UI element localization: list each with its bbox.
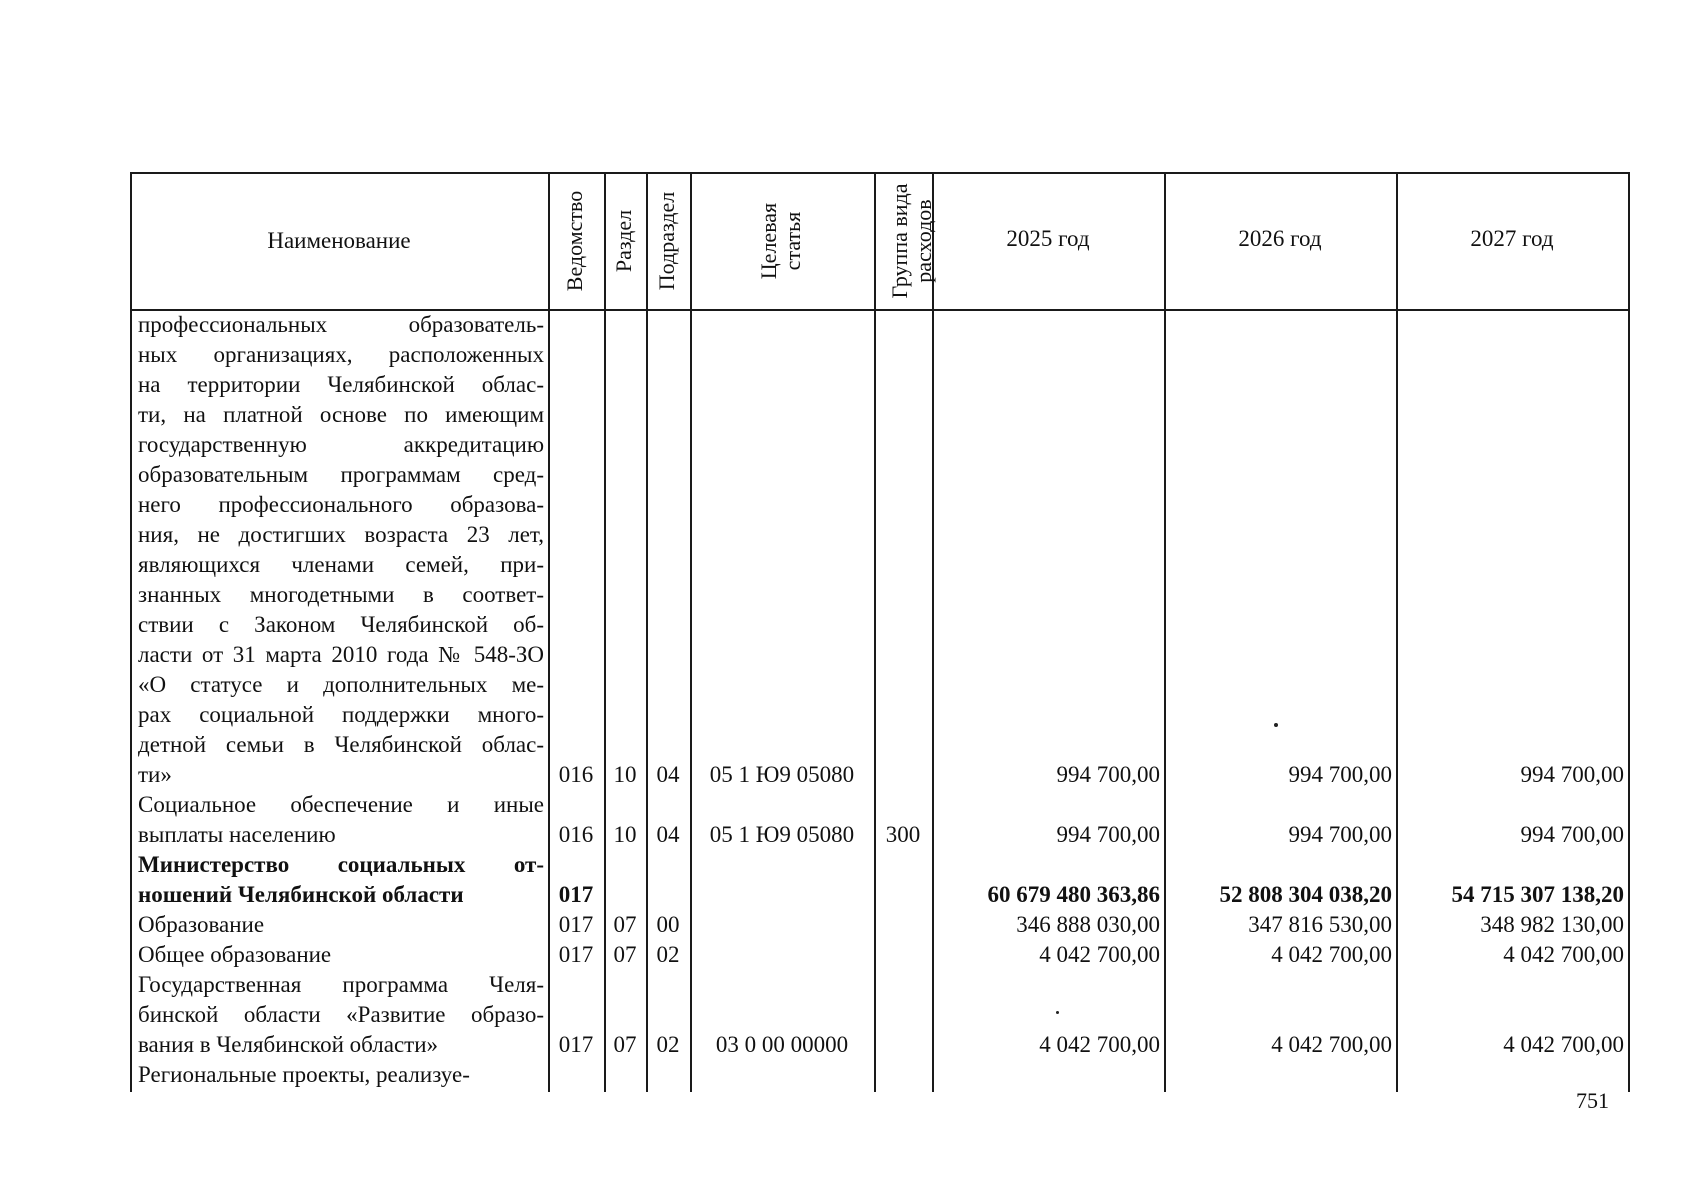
row-cell-y2026: 347 816 530,00: [1248, 912, 1392, 937]
row-cell-gruppa: [874, 880, 932, 910]
row-cell-gruppa: [874, 760, 932, 790]
row-cell-y2025: 994 700,00: [1056, 762, 1160, 787]
row-cell-ved: 017: [558, 882, 594, 907]
header-2026: 2026 год: [1238, 226, 1322, 251]
row-cell-razdel: 07: [613, 942, 637, 967]
row-cell-y2026: 994 700,00: [1288, 762, 1392, 787]
row-name-line: Общее образование: [138, 942, 332, 967]
row-cell-y2026: [1164, 1060, 1392, 1090]
row-cell-ved: [548, 1060, 604, 1090]
row-name-line: детной семьи в Челябинской облас-: [138, 732, 544, 757]
row-cell-y2027: 994 700,00: [1520, 762, 1624, 787]
row-name-line: ствии с Законом Челябинской об-: [138, 612, 544, 637]
row-cell-gruppa: 300: [885, 822, 921, 847]
row-name-line: него профессионального образова-: [138, 492, 544, 517]
row-cell-tsel: 05 1 Ю9 05080: [709, 822, 855, 847]
row-cell-tsel: [690, 910, 874, 940]
row-name-line: бинской области «Развитие образо-: [138, 1002, 544, 1027]
row-name-line: являющихся членами семей, при-: [138, 552, 544, 577]
row-cell-podrazdel: 04: [656, 762, 680, 787]
row-cell-y2026: 994 700,00: [1288, 822, 1392, 847]
row-name-line: ных организациях, расположенных: [138, 342, 544, 367]
row-name-line: выплаты населению: [138, 822, 336, 847]
row-cell-podrazdel: 02: [656, 1032, 680, 1057]
row-name-line: профессиональных образователь-: [138, 312, 544, 337]
row-name-line: вания в Челябинской области»: [138, 1032, 439, 1057]
page-number: 751: [1576, 1088, 1609, 1113]
row-name-line: ношений Челябинской области: [138, 882, 464, 907]
row-name-line: государственную аккредитацию: [138, 432, 544, 457]
row-cell-y2026: 4 042 700,00: [1271, 942, 1392, 967]
row-name-line: на территории Челябинской облас-: [138, 372, 544, 397]
row-cell-razdel: 10: [613, 822, 637, 847]
header-vedomstvo: Ведомство: [562, 190, 587, 292]
header-2027: 2027 год: [1470, 226, 1554, 251]
scan-speck: [1056, 1011, 1059, 1014]
row-cell-podrazdel: [646, 880, 690, 910]
row-cell-y2027: [1396, 1060, 1624, 1090]
header-podrazdel: Подраздел: [654, 191, 679, 291]
row-cell-y2025: 994 700,00: [1056, 822, 1160, 847]
row-cell-y2027: 54 715 307 138,20: [1451, 882, 1624, 907]
col-border-right: [1628, 172, 1630, 1092]
row-name-line: Региональные проекты, реализуе-: [138, 1062, 470, 1087]
row-cell-y2027: 4 042 700,00: [1503, 1032, 1624, 1057]
header-gruppa-line2: расходов: [911, 199, 936, 283]
header-tselevaya-line1: Целевая: [756, 202, 781, 280]
row-cell-tsel: 03 0 00 00000: [715, 1032, 849, 1057]
row-cell-y2026: 52 808 304 038,20: [1219, 882, 1392, 907]
row-cell-tsel: [690, 940, 874, 970]
header-tselevaya: [757, 181, 807, 301]
row-cell-y2025: 60 679 480 363,86: [987, 882, 1160, 907]
row-cell-tsel: [690, 880, 874, 910]
row-cell-gruppa: [874, 1060, 932, 1090]
row-cell-razdel: 07: [613, 912, 637, 937]
row-cell-y2025: [932, 1060, 1160, 1090]
row-cell-tsel: 05 1 Ю9 05080: [709, 762, 855, 787]
scan-speck: [1274, 723, 1278, 727]
row-cell-gruppa: [874, 910, 932, 940]
col-border-left: [130, 172, 132, 1092]
row-name-line: «О статусе и дополнительных ме-: [138, 672, 544, 697]
row-cell-ved: 017: [558, 912, 594, 937]
row-cell-y2027: 348 982 130,00: [1480, 912, 1624, 937]
row-name-line: образовательным программам сред-: [138, 462, 544, 487]
row-cell-y2026: 4 042 700,00: [1271, 1032, 1392, 1057]
row-name-line: ти»: [138, 762, 172, 787]
row-cell-podrazdel: [646, 1060, 690, 1090]
header-gruppa: [888, 171, 938, 311]
row-cell-tsel: [690, 1060, 874, 1090]
header-2025: 2025 год: [1006, 226, 1090, 251]
row-cell-razdel: [604, 880, 646, 910]
row-name-line: Социальное обеспечение и иные: [138, 792, 544, 817]
row-cell-y2027: 4 042 700,00: [1503, 942, 1624, 967]
row-name-line: Министерство социальных от-: [138, 852, 544, 877]
row-cell-ved: 016: [558, 822, 594, 847]
row-cell-y2027: 994 700,00: [1520, 822, 1624, 847]
header-tselevaya-line2: статья: [780, 211, 805, 271]
table-top-border: [130, 172, 1630, 174]
row-cell-podrazdel: 00: [656, 912, 680, 937]
row-name-line: знанных многодетными в соответ-: [138, 582, 544, 607]
header-name: Наименование: [267, 228, 411, 253]
row-cell-podrazdel: 04: [656, 822, 680, 847]
row-name-line: ти, на платной основе по имеющим: [138, 402, 544, 427]
row-name-line: ласти от 31 марта 2010 года № 548-ЗО: [138, 642, 544, 667]
row-cell-ved: 016: [558, 762, 594, 787]
row-cell-podrazdel: 02: [656, 942, 680, 967]
row-cell-razdel: [604, 1060, 646, 1090]
row-cell-gruppa: [874, 940, 932, 970]
row-cell-ved: 017: [558, 1032, 594, 1057]
header-razdel: Раздел: [611, 209, 636, 273]
row-cell-y2025: 4 042 700,00: [1039, 942, 1160, 967]
row-name-line: рах социальной поддержки много-: [138, 702, 544, 727]
header-gruppa-line1: Группа вида: [887, 183, 912, 299]
row-cell-razdel: 07: [613, 1032, 637, 1057]
row-cell-gruppa: [874, 1030, 932, 1060]
row-name-line: Образование: [138, 912, 265, 937]
row-cell-y2025: 346 888 030,00: [1016, 912, 1160, 937]
row-cell-ved: 017: [558, 942, 594, 967]
row-name-line: ния, не достигших возраста 23 лет,: [138, 522, 544, 547]
row-cell-razdel: 10: [613, 762, 637, 787]
row-cell-y2025: 4 042 700,00: [1039, 1032, 1160, 1057]
row-name-line: Государственная программа Челя-: [138, 972, 544, 997]
